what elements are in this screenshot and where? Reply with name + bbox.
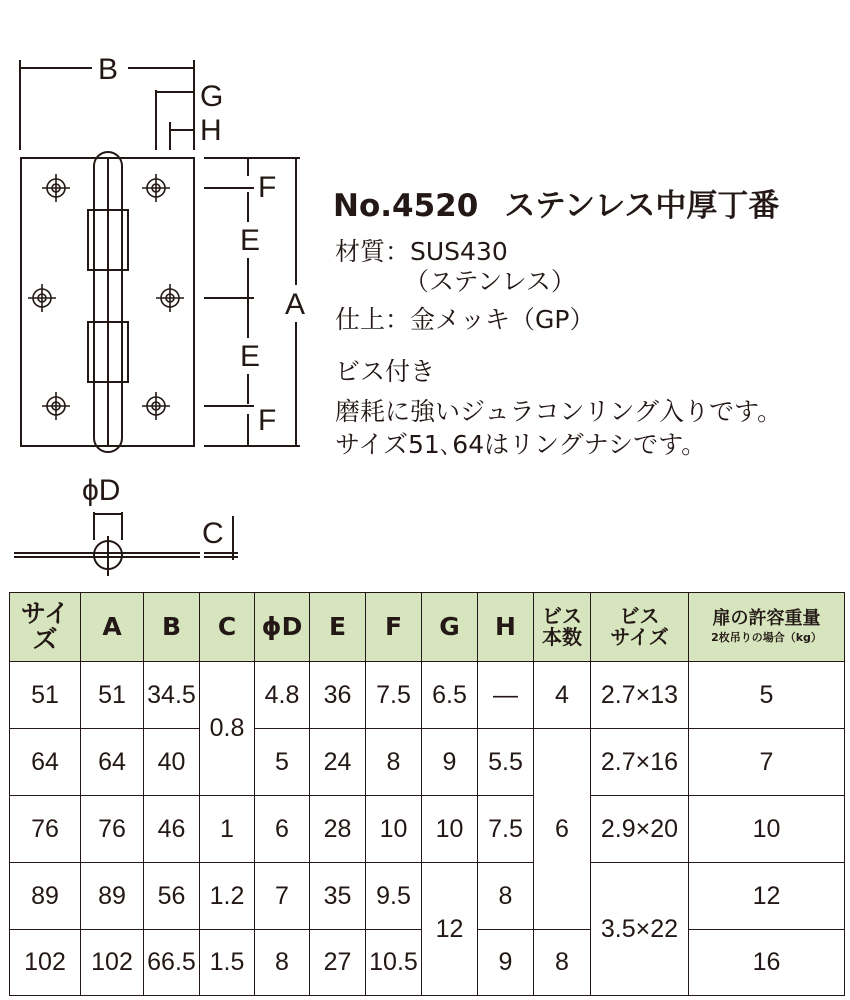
header-load-line1: 扉の許容重量 <box>712 608 821 630</box>
cell-screw-count: 4 <box>534 662 591 729</box>
screw-hole <box>142 392 170 420</box>
dim-label-f-bottom: F <box>258 404 277 437</box>
table-header-row <box>10 593 845 662</box>
cell-h: 8 <box>478 863 534 930</box>
cell-f: 10.5 <box>366 930 422 996</box>
header-f: F <box>366 593 422 662</box>
header-b: B <box>144 593 200 662</box>
cell-screw-size: 2.7×13 <box>591 662 689 729</box>
cell-b: 46 <box>144 796 200 863</box>
cell-h: — <box>478 662 534 729</box>
cell-d: 7 <box>255 863 310 930</box>
cell-load: 12 <box>689 863 845 930</box>
cell-f: 8 <box>366 729 422 796</box>
cell-g: 6.5 <box>422 662 478 729</box>
cell-e: 24 <box>310 729 366 796</box>
screw-hole <box>42 392 70 420</box>
table-row <box>10 796 845 863</box>
header-screw-size-line2: サイズ <box>610 625 669 649</box>
cell-g: 10 <box>422 796 478 863</box>
screws-included: ビス付き <box>335 357 436 386</box>
screw-hole <box>142 174 170 202</box>
cell-a: 51 <box>81 662 144 729</box>
dim-label-a: A <box>285 288 306 321</box>
cell-a: 89 <box>81 863 144 930</box>
cell-c: 0.8 <box>200 662 255 796</box>
header-screw-size-line1: ビス <box>619 604 660 628</box>
cell-h: 9 <box>478 930 534 996</box>
dim-label-h: H <box>200 114 222 147</box>
screw-hole <box>28 284 56 312</box>
cell-load: 5 <box>689 662 845 729</box>
spec-table <box>9 592 845 996</box>
cell-a: 102 <box>81 930 144 996</box>
cell-e: 27 <box>310 930 366 996</box>
cell-size: 51 <box>10 662 81 729</box>
header-e: E <box>310 593 366 662</box>
cell-b: 34.5 <box>144 662 200 729</box>
dim-label-g: G <box>200 80 224 113</box>
ring-note: 磨耗に強いジュラコンリング入りです。 <box>335 397 783 426</box>
cell-d: 8 <box>255 930 310 996</box>
cell-c: 1.5 <box>200 930 255 996</box>
dim-label-c: C <box>202 517 224 550</box>
cell-b: 56 <box>144 863 200 930</box>
finish-label: 仕上： <box>335 305 411 334</box>
cell-b: 66.5 <box>144 930 200 996</box>
dim-label-phi-d: ϕD <box>82 474 121 507</box>
no-ring-note: サイズ51､64はリングナシです。 <box>335 430 707 459</box>
cell-e: 36 <box>310 662 366 729</box>
table-row <box>10 662 845 729</box>
cell-h: 7.5 <box>478 796 534 863</box>
finish-spec <box>335 300 594 336</box>
dim-label-f-top: F <box>258 171 277 204</box>
cell-g: 12 <box>422 863 478 996</box>
cell-size: 76 <box>10 796 81 863</box>
cell-screw-size: 2.7×16 <box>591 729 689 796</box>
cell-c: 1 <box>200 796 255 863</box>
screw-hole <box>156 284 184 312</box>
cell-d: 6 <box>255 796 310 863</box>
table-row <box>10 729 845 796</box>
header-g: G <box>422 593 478 662</box>
header-a: A <box>81 593 144 662</box>
cell-screw-size: 2.9×20 <box>591 796 689 863</box>
product-title <box>333 180 779 225</box>
cell-f: 9.5 <box>366 863 422 930</box>
cell-a: 64 <box>81 729 144 796</box>
screw-hole <box>42 174 70 202</box>
cell-g: 9 <box>422 729 478 796</box>
cell-size: 89 <box>10 863 81 930</box>
finish-value: 金メッキ（GP） <box>410 305 595 334</box>
cell-h: 5.5 <box>478 729 534 796</box>
cell-d: 5 <box>255 729 310 796</box>
header-h: H <box>478 593 534 662</box>
cell-f: 10 <box>366 796 422 863</box>
cell-size: 64 <box>10 729 81 796</box>
cell-c: 1.2 <box>200 863 255 930</box>
header-screw-count-line2: 本数 <box>542 625 582 649</box>
header-size: サイズ <box>10 593 81 662</box>
header-screw-size <box>591 593 689 662</box>
dim-label-e-bottom: E <box>240 340 261 373</box>
cell-f: 7.5 <box>366 662 422 729</box>
cell-e: 28 <box>310 796 366 863</box>
header-screw-count-line1: ビス <box>542 604 582 628</box>
cell-screw-count: 6 <box>534 729 591 930</box>
cell-load: 10 <box>689 796 845 863</box>
material-value: SUS430 <box>410 237 508 266</box>
cell-e: 35 <box>310 863 366 930</box>
cell-screw-count: 8 <box>534 930 591 996</box>
product-number: No.4520 <box>333 188 479 224</box>
cell-load: 16 <box>689 930 845 996</box>
cell-a: 76 <box>81 796 144 863</box>
header-screw-count <box>534 593 591 662</box>
dim-label-e-top: E <box>240 224 261 257</box>
material-note: （ステンレス） <box>404 267 576 296</box>
product-name: ステンレス中厚丁番 <box>504 188 780 224</box>
header-d: ϕD <box>255 593 310 662</box>
header-c: C <box>200 593 255 662</box>
material-label: 材質： <box>335 237 411 266</box>
cell-screw-size: 3.5×22 <box>591 863 689 996</box>
cell-d: 4.8 <box>255 662 310 729</box>
cell-b: 40 <box>144 729 200 796</box>
table-row <box>10 863 845 930</box>
cell-load: 7 <box>689 729 845 796</box>
cell-size: 102 <box>10 930 81 996</box>
header-load-line2: 2枚吊りの場合（kg） <box>711 631 822 645</box>
header-load <box>689 593 845 662</box>
dim-label-b: B <box>98 53 119 86</box>
